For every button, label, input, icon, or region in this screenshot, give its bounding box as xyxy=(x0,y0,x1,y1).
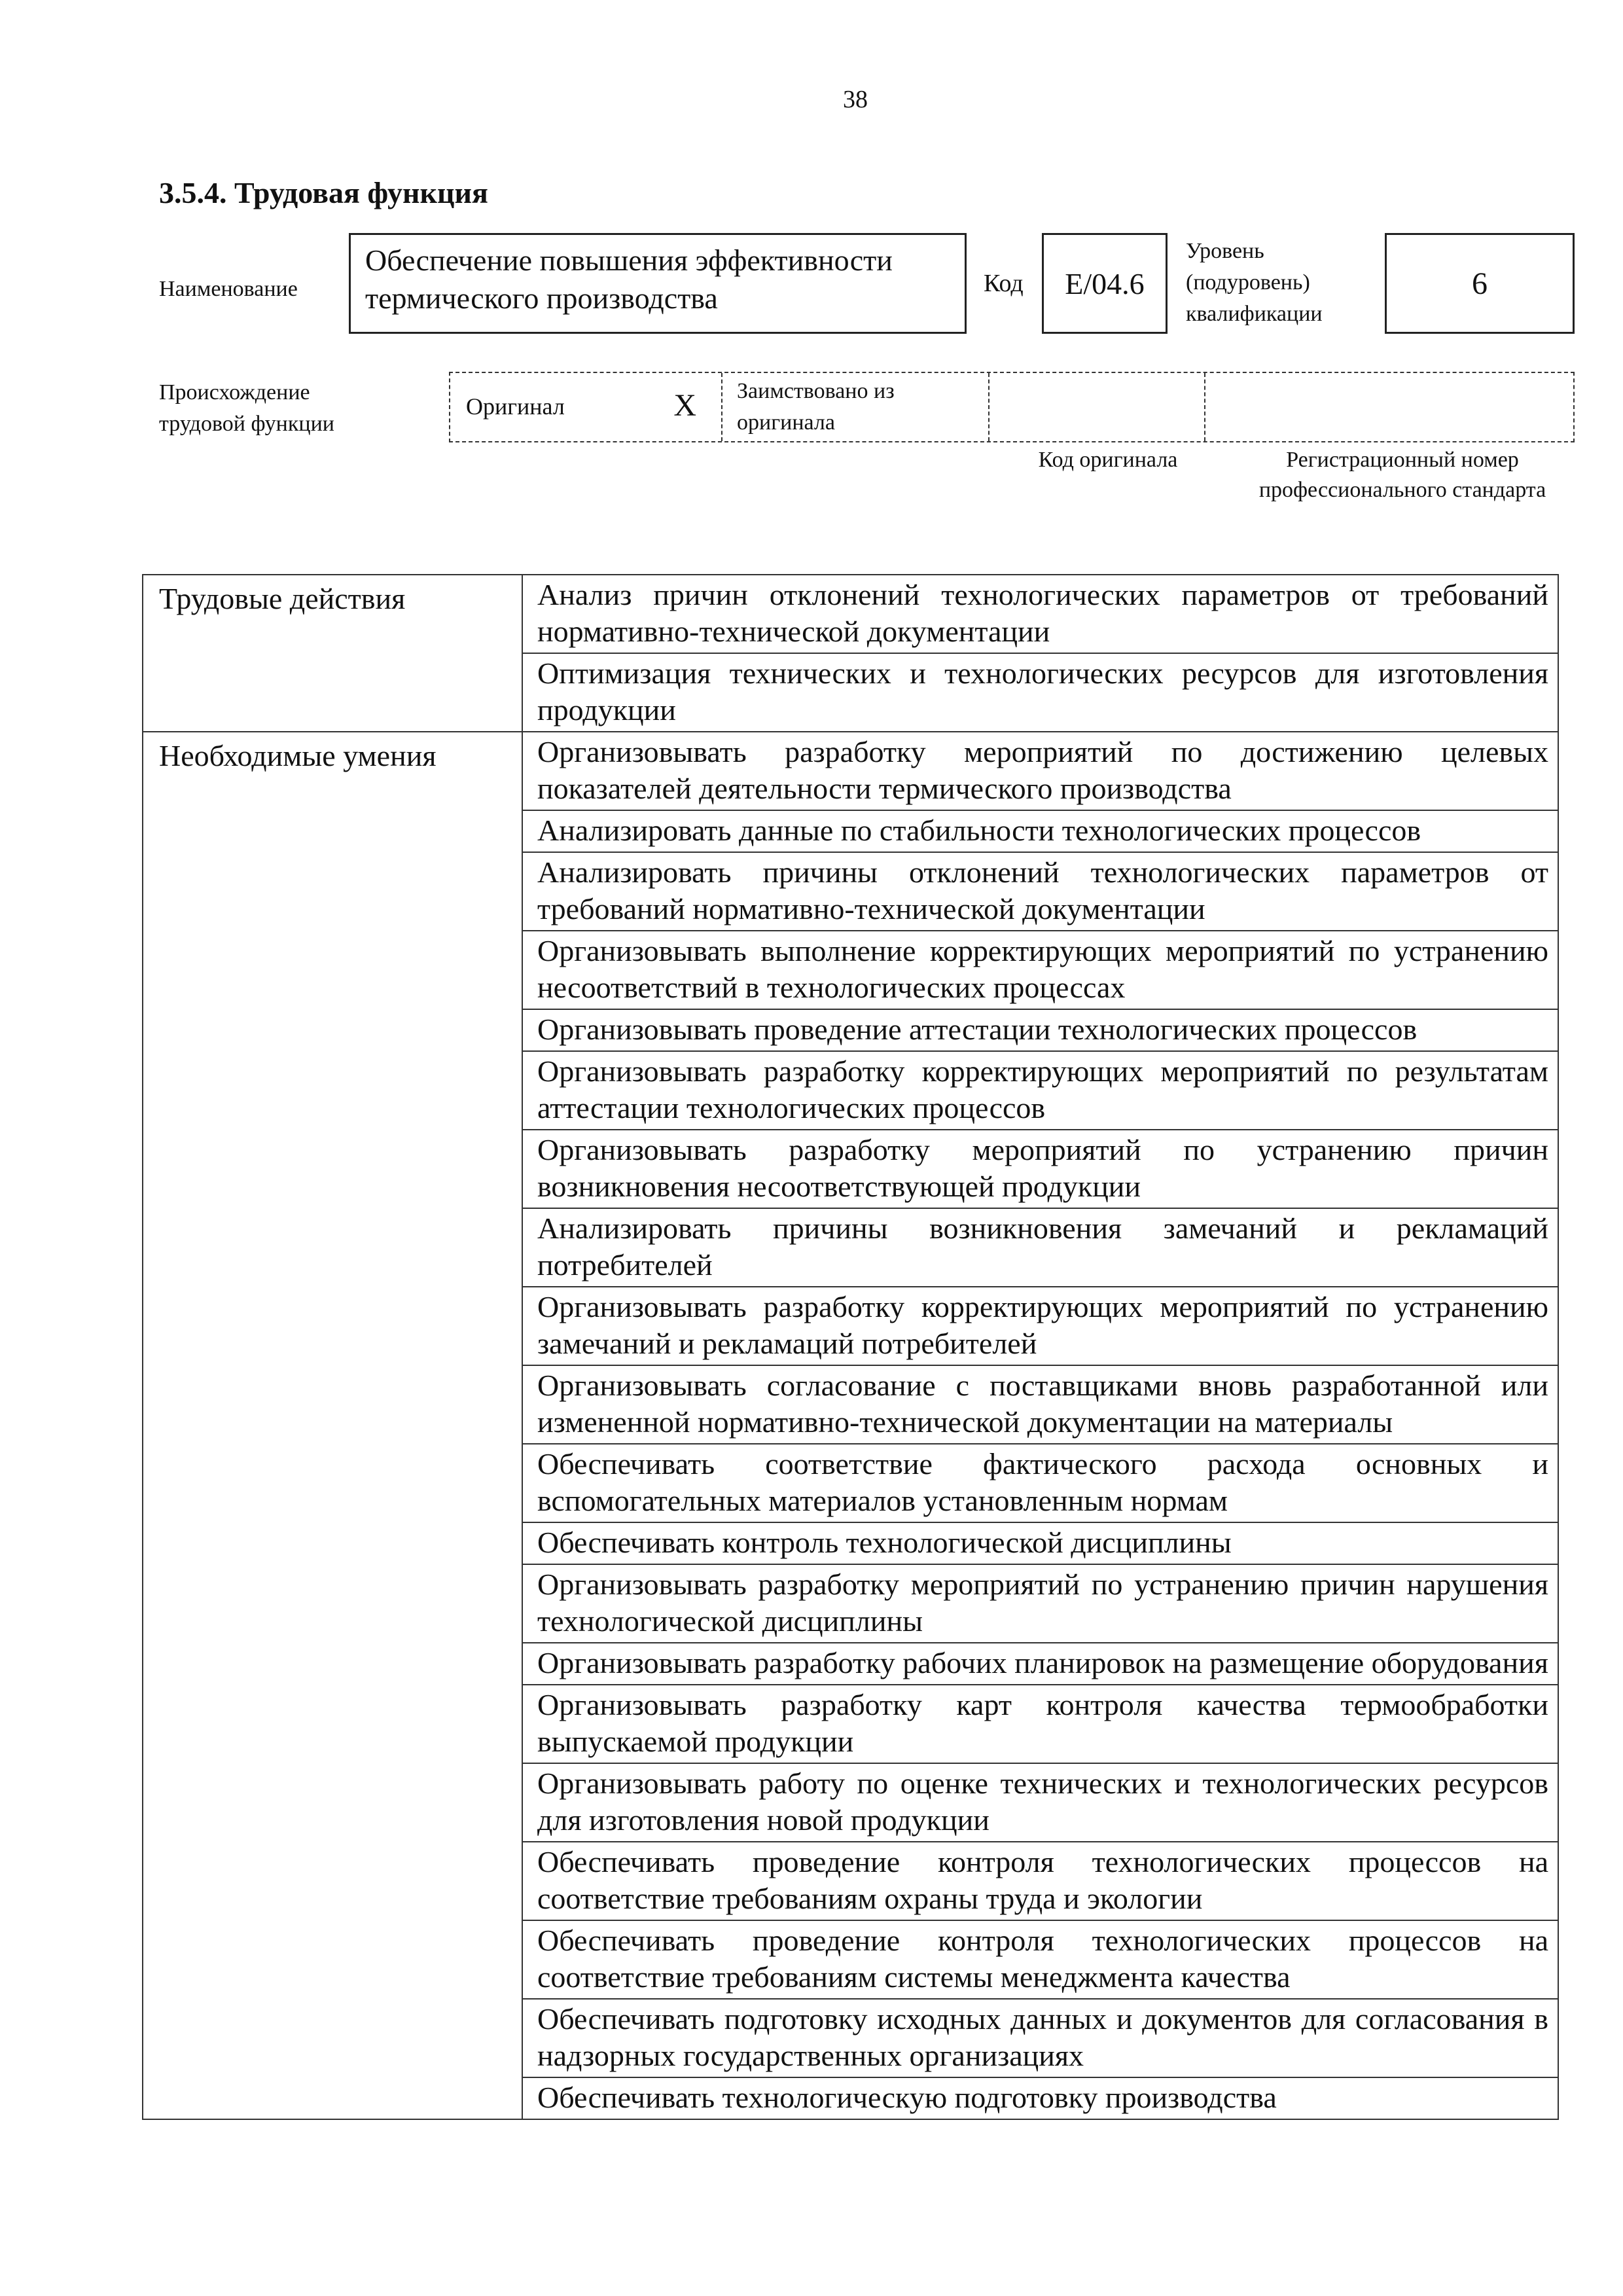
item-cell xyxy=(522,1685,1558,1763)
original-cell xyxy=(450,373,722,441)
item-text: Анализировать причины отклонений технологических параметров от требований нормативно-технической документации xyxy=(537,855,1548,925)
item-text: Организовывать разработку корректирующих мероприятий по результатам аттестации технологических процессов xyxy=(537,1054,1548,1124)
section-heading: 3.5.4. Трудовая функция xyxy=(159,176,488,209)
item-cell xyxy=(522,1009,1558,1051)
item-text: Организовывать разработку карт контроля качества термообработки выпускаемой продукции xyxy=(537,1688,1548,1758)
item-text: Обеспечивать проведение контроля технологических процессов на соответствие требованиям системы менеджмента качества xyxy=(537,1924,1548,1994)
item-text: Оптимизация технических и технологических ресурсов для изготовления продукции xyxy=(537,656,1548,726)
reg-number-cell xyxy=(1205,373,1573,441)
borrowed-label: Заимствовано из оригинала xyxy=(722,373,990,441)
item-cell xyxy=(522,1130,1558,1208)
table-row xyxy=(143,732,1558,810)
name-label: Наименование xyxy=(159,277,298,301)
item-cell xyxy=(522,1564,1558,1643)
item-text: Анализировать данные по стабильности технологических процессов xyxy=(537,814,1421,847)
item-text: Обеспечивать контроль технологической дисциплины xyxy=(537,1526,1232,1559)
item-text: Организовывать работу по оценке технических и технологических ресурсов для изготовления новой продукции xyxy=(537,1767,1548,1837)
category-cell: Необходимые умения xyxy=(143,732,522,2119)
item-cell xyxy=(522,1763,1558,1842)
reg-number-caption: Регистрационный номер профессионального стандарта xyxy=(1258,448,1546,502)
function-table xyxy=(142,574,1559,2120)
item-cell xyxy=(522,852,1558,931)
code-label: Код xyxy=(984,270,1024,297)
original-code-cell xyxy=(990,373,1205,441)
item-text: Организовывать разработку мероприятий по устранению причин нарушения технологической дисциплины xyxy=(537,1568,1548,1638)
item-cell xyxy=(522,575,1558,653)
item-cell xyxy=(522,1365,1558,1444)
item-text: Организовывать разработку мероприятий по устранению причин возникновения несоответствующей продукции xyxy=(537,1133,1548,1203)
item-text: Организовывать разработку рабочих планировок на размещение оборудования xyxy=(537,1646,1548,1679)
item-text: Обеспечивать проведение контроля технологических процессов на соответствие требованиям охраны труда и экологии xyxy=(537,1845,1548,1915)
item-cell xyxy=(522,1920,1558,1999)
item-cell xyxy=(522,1522,1558,1564)
item-text: Организовывать разработку корректирующих мероприятий по устранению замечаний и рекламаций потребителей xyxy=(537,1290,1548,1360)
item-cell xyxy=(522,653,1558,732)
function-name-field: Обеспечение повышения эффективности термического производства xyxy=(349,233,967,334)
item-cell xyxy=(522,1208,1558,1287)
item-cell xyxy=(522,1842,1558,1920)
item-cell xyxy=(522,1287,1558,1365)
item-cell xyxy=(522,1444,1558,1522)
item-text: Обеспечивать соответствие фактического расхода основных и вспомогательных материалов установленным нормам xyxy=(537,1447,1548,1517)
item-cell xyxy=(522,1051,1558,1130)
item-text: Организовывать проведение аттестации технологических процессов xyxy=(537,1013,1418,1046)
item-text: Обеспечивать технологическую подготовку производства xyxy=(537,2081,1277,2114)
item-text: Организовывать выполнение корректирующих мероприятий по устранению несоответствий в технологических процессах xyxy=(537,934,1548,1004)
table-row xyxy=(143,575,1558,653)
original-label: Оригинал xyxy=(466,393,565,420)
item-text: Анализ причин отклонений технологических параметров от требований нормативно-технической документации xyxy=(537,578,1548,648)
origin-label: Происхождение трудовой функции xyxy=(159,380,334,436)
item-cell xyxy=(522,931,1558,1009)
origin-table xyxy=(449,372,1575,442)
item-text: Анализировать причины возникновения замечаний и рекламаций потребителей xyxy=(537,1211,1548,1282)
original-code-caption: Код оригинала xyxy=(1038,448,1178,472)
category-cell: Трудовые действия xyxy=(143,575,522,732)
function-code-field: E/04.6 xyxy=(1042,233,1168,334)
qualification-level-field: 6 xyxy=(1385,233,1575,334)
item-cell xyxy=(522,2077,1558,2119)
item-cell xyxy=(522,1643,1558,1685)
page-number: 38 xyxy=(843,86,868,113)
item-text: Организовывать согласование с поставщиками вновь разработанной или измененной нормативно-технической документации на материалы xyxy=(537,1369,1548,1439)
item-cell xyxy=(522,810,1558,852)
item-cell xyxy=(522,1999,1558,2077)
original-mark: X xyxy=(673,388,696,423)
item-text: Обеспечивать подготовку исходных данных и документов для согласования в надзорных государственных организациях xyxy=(537,2002,1548,2072)
item-text: Организовывать разработку мероприятий по достижению целевых показателей деятельности термического производства xyxy=(537,735,1548,805)
item-cell xyxy=(522,732,1558,810)
level-label: Уровень (подуровень) квалификации xyxy=(1186,239,1323,326)
